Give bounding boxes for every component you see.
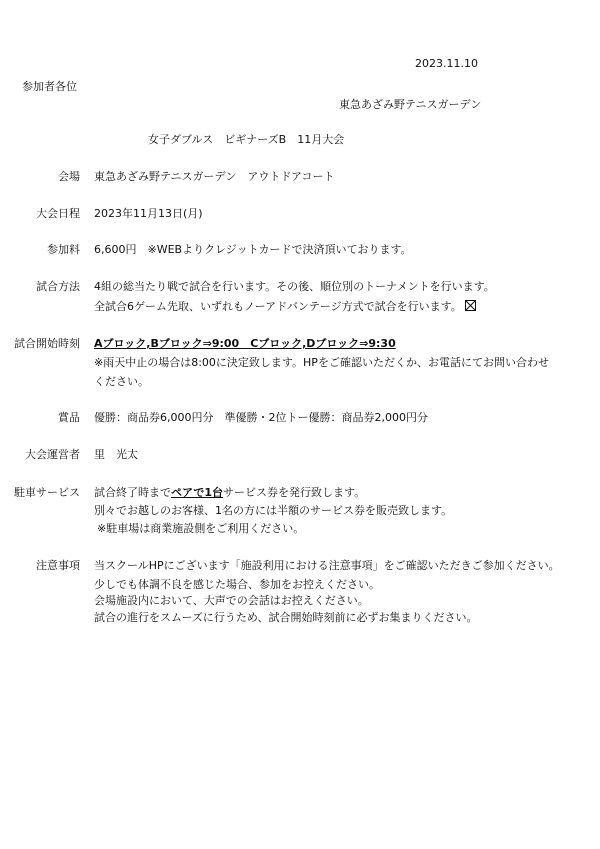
addressee: 参加者各位: [22, 80, 77, 93]
format-line-1: 4組の総当たり戦で試合を行います。その後、順位別のトーナメントを行います。: [94, 280, 495, 293]
prize-value: 優勝：商品券6,000円分 準優勝・2位トー優勝：商品券2,000円分: [94, 411, 428, 424]
schedule-value: 2023年11月13日(月): [94, 207, 203, 220]
format-label: 試合方法: [36, 280, 80, 293]
rain-note-line-1: ※雨天中止の場合は8:00に決定致します。HPをご確認いただくか、お電話にてお問い合わせ: [94, 356, 549, 369]
start-time-schedule: Aブロック,Bブロック⇒9:00 Cブロック,Dブロック⇒9:30: [94, 337, 396, 350]
notes-line-4: 試合の進行をスムーズに行うため、試合開始時刻前に必ずお集まりください。: [94, 611, 478, 624]
notes-label: 注意事項: [36, 559, 80, 572]
parking-label: 駐車サービス: [14, 486, 80, 499]
format-line-2-wrap: [94, 298, 476, 314]
checkbox-x-icon: [465, 300, 476, 311]
parking-line-1-post: サービス券を発行致します。: [222, 486, 366, 499]
manager-value: 里 光太: [94, 448, 138, 461]
event-title: 女子ダブルス ビギナーズB 11月大会: [148, 133, 345, 146]
notes-line-2: 少しでも体調不良を感じた場合、参加をお控えください。: [94, 578, 380, 591]
document-date: 2023.11.10: [415, 57, 478, 70]
venue-value: 東急あざみ野テニスガーデン アウトドアコート: [94, 170, 335, 183]
schedule-label: 大会日程: [36, 207, 80, 220]
notes-line-1: 当スクールHPにございます「施設利用における注意事項」をご確認いただきご参加ください。: [94, 559, 560, 572]
organizer-name: 東急あざみ野テニスガーデン: [339, 98, 482, 111]
fee-label: 参加料: [47, 243, 80, 256]
notes-line-3: 会場施設内において、大声での会話はお控えください。: [94, 594, 369, 607]
parking-line-2: 別々でお越しのお客様、1名の方には半額のサービス券を販売致します。: [94, 504, 453, 517]
prize-label: 賞品: [58, 411, 80, 424]
manager-label: 大会運営者: [25, 448, 80, 461]
fee-value: 6,600円 ※WEBよりクレジットカードで決済頂いております。: [94, 243, 412, 256]
parking-line-1: [94, 484, 365, 500]
parking-line-1-emphasis: ペアで1台: [171, 486, 223, 499]
parking-line-1-pre: 試合終了時まで: [94, 486, 171, 499]
parking-line-3: ※駐車場は商業施設側をご利用ください。: [97, 522, 305, 535]
venue-label: 会場: [58, 170, 80, 183]
start-time-label: 試合開始時刻: [14, 337, 80, 350]
rain-note-line-2: ください。: [94, 375, 149, 388]
format-line-2: 全試合6ゲーム先取、いずれもノーアドバンテージ方式で試合を行います。: [94, 300, 462, 313]
